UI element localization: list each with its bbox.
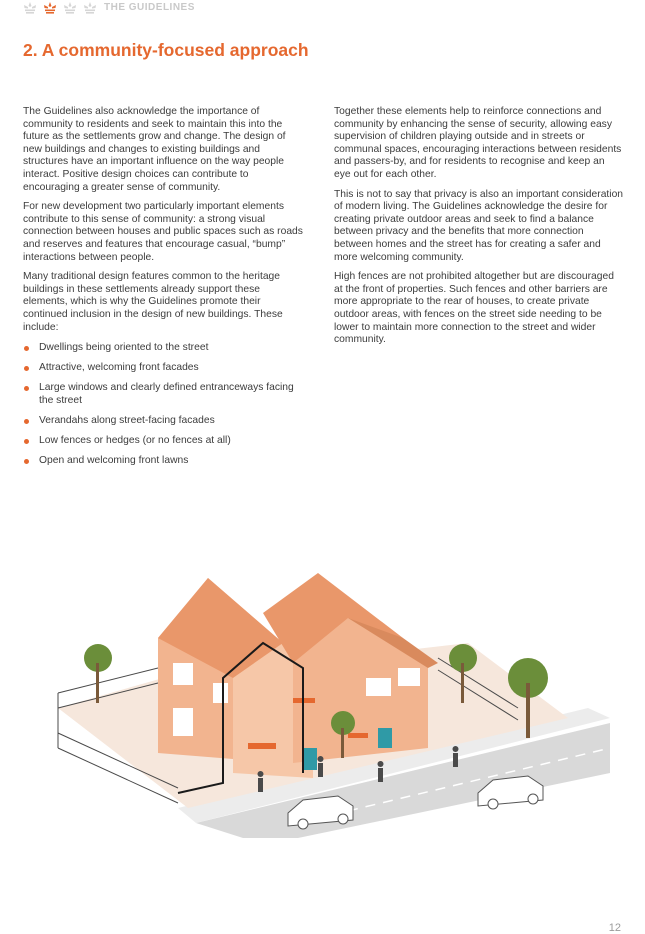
- bullet-dot-icon: [24, 386, 29, 391]
- bullet-dot-icon: [24, 419, 29, 424]
- page-header: [22, 0, 195, 14]
- flower-icon: [22, 1, 38, 14]
- list-item: [23, 455, 303, 468]
- flower-icon: [62, 1, 78, 14]
- list-item-text: Low fences or hedges (or no fences at all): [39, 435, 231, 447]
- left-column: [23, 106, 303, 475]
- list-item: [23, 415, 303, 428]
- paragraph: Many traditional design features common to the heritage buildings in these settlements already support these elements, which is why the Guidelines promote their continued inclusion in the design of new buildings. These include:: [23, 271, 283, 333]
- flower-icon: [42, 1, 58, 14]
- paragraph: The Guidelines also acknowledge the importance of community to residents and seek to maintain this into the future as the settlements grow and change. The design of new buildings and changes to existing buildings and structures have an important influence on the way people interact. Positive design choices can contribute to encouraging a greater sense of community.: [23, 106, 286, 193]
- paragraph: For new development two particularly important elements contribute to this sense of community: a strong visual connection between houses and public spaces such as roads and reserves and features that encourage casual, “bump” interactions between people.: [23, 201, 303, 263]
- design-features-list: [23, 342, 303, 468]
- list-item-text: Dwellings being oriented to the street: [39, 342, 209, 354]
- paragraph: This is not to say that privacy is also an important consideration of modern living. The Guidelines acknowledge the desire for creating private outdoor areas and seek to find a balance between privacy and the benefits that more connection between homes and the street has for creating a safer and more welcoming community.: [334, 188, 624, 263]
- bullet-dot-icon: [24, 346, 29, 351]
- flower-icon: [82, 1, 98, 14]
- list-item-text: Open and welcoming front lawns: [39, 455, 189, 467]
- list-item-text: Verandahs along street-facing facades: [39, 414, 215, 426]
- page-number: 12: [608, 922, 621, 934]
- page-heading: 2. A community-focused approach: [23, 40, 309, 60]
- list-item: [23, 342, 303, 355]
- list-item: [23, 435, 303, 448]
- right-column: [334, 106, 624, 354]
- bullet-dot-icon: [24, 366, 29, 371]
- street-illustration: [48, 568, 610, 838]
- bullet-dot-icon: [24, 459, 29, 464]
- bullet-dot-icon: [24, 439, 29, 444]
- paragraph: High fences are not prohibited altogether but are discouraged at the front of properties. Such fences and other barriers are more appropriate to the rear of houses, to create private outdoor areas, with fences on the street side needing to be lower to maintain more connection to the street and wider community.: [334, 271, 614, 346]
- list-item: [23, 362, 303, 375]
- list-item: [23, 382, 303, 407]
- list-item-text: Attractive, welcoming front facades: [39, 362, 199, 374]
- paragraph: Together these elements help to reinforce connections and community by enhancing the sense of security, allowing easy supervision of children playing outside and in streets or communal spaces, encouraging interactions between residents and passers-by, and for residents to recognise and keep an eye out for each other.: [334, 106, 622, 180]
- header-title: THE GUIDELINES: [104, 1, 195, 13]
- list-item-text: Large windows and clearly defined entranceways facing the street: [39, 382, 294, 406]
